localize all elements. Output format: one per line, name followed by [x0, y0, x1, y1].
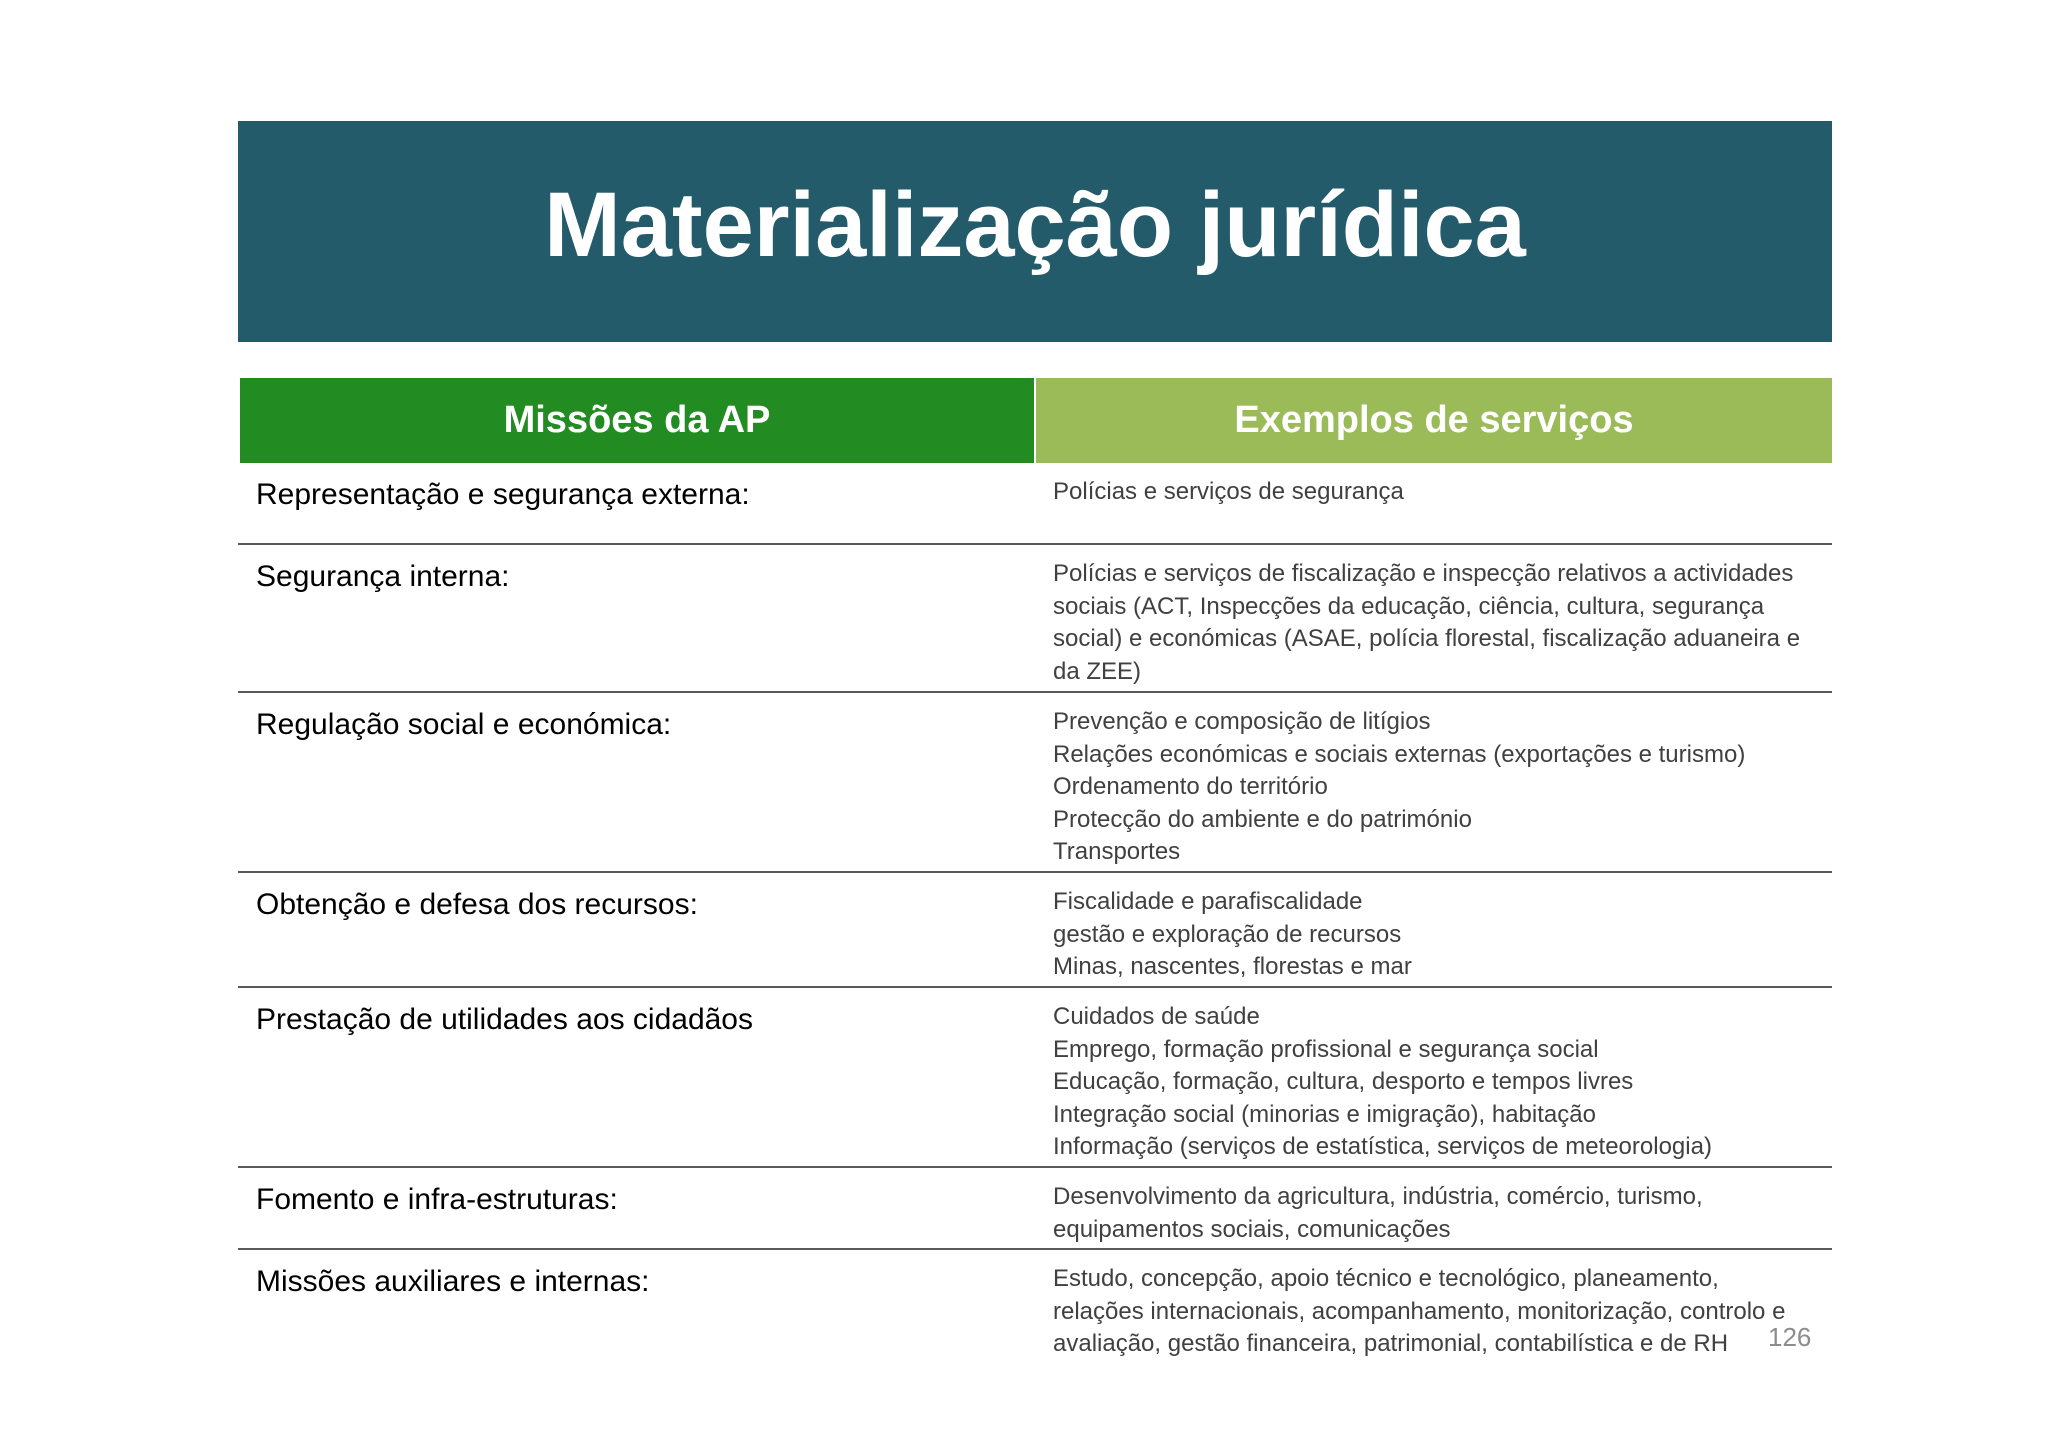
example-line: Informação (serviços de estatística, serviços de meteorologia) — [1053, 1133, 1712, 1160]
example-line: Transportes — [1053, 838, 1181, 865]
mission-cell: Segurança interna: — [256, 560, 510, 593]
example-line: Polícias e serviços de segurança — [1053, 478, 1404, 505]
table-row — [238, 1250, 1832, 1365]
table-row — [238, 873, 1832, 988]
example-line: Relações económicas e sociais externas (exportações e turismo) — [1053, 740, 1746, 768]
examples-cell — [1053, 988, 1832, 1166]
examples-cell — [1053, 873, 1832, 986]
example-line: Cuidados de saúde — [1053, 1003, 1260, 1030]
table-row — [238, 1168, 1832, 1250]
table-row — [238, 545, 1832, 693]
example-line: Prevenção e composição de litígios — [1053, 708, 1431, 735]
page-number: 126 — [1768, 1322, 1812, 1352]
example-line: gestão e exploração de recursos — [1053, 920, 1402, 948]
example-line: relações internacionais, acompanhamento, monitorização, controlo e — [1053, 1297, 1786, 1325]
table-row — [238, 988, 1832, 1168]
example-line: Polícias e serviços de fiscalização e inspecção relativos a actividades — [1053, 560, 1794, 587]
example-line: Educação, formação, cultura, desporto e tempos livres — [1053, 1068, 1634, 1095]
table-row — [238, 693, 1832, 873]
examples-cell — [1053, 1250, 1832, 1365]
example-line: equipamentos sociais, comunicações — [1053, 1215, 1451, 1243]
mission-cell: Obtenção e defesa dos recursos: — [256, 888, 698, 921]
mission-cell: Prestação de utilidades aos cidadãos — [256, 1003, 753, 1036]
examples-cell — [1053, 545, 1832, 691]
table-row — [238, 463, 1832, 545]
example-line: Integração social (minorias e imigração), habitação — [1053, 1100, 1596, 1128]
example-line: avaliação, gestão financeira, patrimonial, contabilística e de RH — [1053, 1330, 1729, 1357]
page-title: Materialização jurídica — [544, 174, 1526, 276]
example-line: Estudo, concepção, apoio técnico e tecnológico, planeamento, — [1053, 1265, 1719, 1292]
mission-cell: Missões auxiliares e internas: — [256, 1265, 650, 1298]
column-header-missions: Missões da AP — [238, 378, 1034, 463]
example-line: sociais (ACT, Inspecções da educação, ciência, cultura, segurança — [1053, 592, 1765, 620]
mission-cell: Fomento e infra-estruturas: — [256, 1183, 618, 1216]
examples-cell — [1053, 463, 1832, 543]
example-line: Minas, nascentes, florestas e mar — [1053, 953, 1412, 980]
example-line: Ordenamento do território — [1053, 773, 1328, 800]
column-header-examples: Exemplos de serviços — [1036, 378, 1832, 463]
example-line: social) e económicas (ASAE, polícia florestal, fiscalização aduaneira e — [1053, 625, 1801, 652]
missions-table — [238, 378, 1832, 1365]
mission-cell: Representação e segurança externa: — [256, 478, 750, 511]
example-line: da ZEE) — [1053, 657, 1142, 685]
example-line: Protecção do ambiente e do património — [1053, 805, 1472, 833]
table-header-row — [238, 378, 1832, 463]
mission-cell: Regulação social e económica: — [256, 708, 672, 741]
examples-cell — [1053, 693, 1832, 871]
title-banner — [238, 121, 1832, 342]
example-line: Fiscalidade e parafiscalidade — [1053, 888, 1363, 915]
example-line: Emprego, formação profissional e segurança social — [1053, 1035, 1599, 1063]
examples-cell — [1053, 1168, 1832, 1248]
example-line: Desenvolvimento da agricultura, indústria, comércio, turismo, — [1053, 1183, 1703, 1210]
